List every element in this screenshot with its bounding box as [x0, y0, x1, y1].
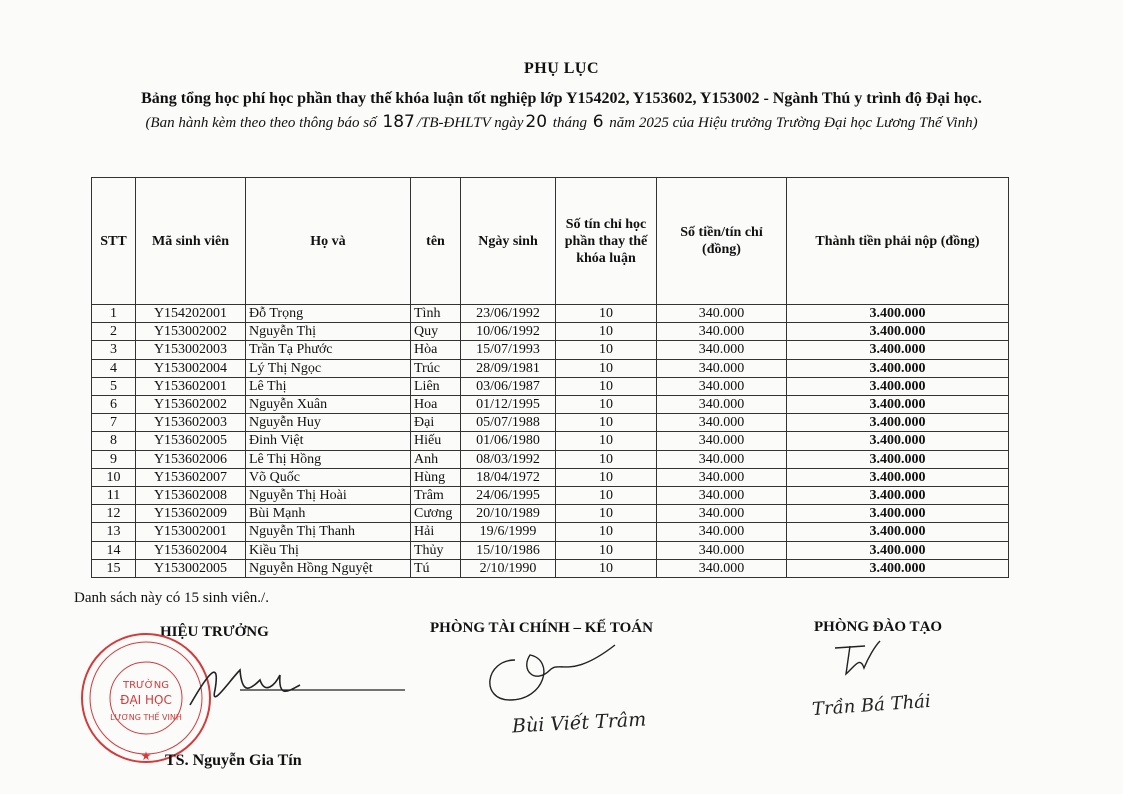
- issued-day: 20: [525, 112, 548, 132]
- cell-given-name: Đại: [411, 414, 461, 432]
- cell-surname: Nguyễn Huy: [246, 414, 411, 432]
- cell-total: 3.400.000: [787, 487, 1009, 505]
- cell-credits: 10: [556, 523, 657, 541]
- cell-total: 3.400.000: [787, 377, 1009, 395]
- table-row: [92, 305, 1009, 323]
- notice-number: 187: [382, 112, 415, 132]
- cell-dob: 01/12/1995: [461, 396, 556, 414]
- cell-stt: 13: [92, 523, 136, 541]
- cell-student-id: Y153002004: [136, 359, 246, 377]
- table-row: [92, 377, 1009, 395]
- cell-total: 3.400.000: [787, 505, 1009, 523]
- cell-fee-per-credit: 340.000: [657, 559, 787, 577]
- cell-stt: 4: [92, 359, 136, 377]
- cell-total: 3.400.000: [787, 432, 1009, 450]
- cell-given-name: Cương: [411, 505, 461, 523]
- cell-dob: 08/03/1992: [461, 450, 556, 468]
- table-row: [92, 450, 1009, 468]
- finance-handwritten-name: Bùi Viết Trâm: [511, 708, 647, 738]
- cell-given-name: Hòa: [411, 341, 461, 359]
- cell-stt: 11: [92, 487, 136, 505]
- cell-student-id: Y153002002: [136, 323, 246, 341]
- table-row: [92, 468, 1009, 486]
- col-credits: Số tín chỉ học phần thay thế khóa luận: [556, 178, 657, 305]
- cell-credits: 10: [556, 468, 657, 486]
- cell-dob: 10/06/1992: [461, 323, 556, 341]
- cell-total: 3.400.000: [787, 450, 1009, 468]
- svg-text:ĐẠI HỌC: ĐẠI HỌC: [120, 693, 172, 707]
- cell-given-name: Hải: [411, 523, 461, 541]
- cell-student-id: Y153602006: [136, 450, 246, 468]
- cell-credits: 10: [556, 432, 657, 450]
- table-row: [92, 396, 1009, 414]
- finance-signature-icon: [475, 640, 625, 710]
- cell-given-name: Quy: [411, 323, 461, 341]
- cell-credits: 10: [556, 341, 657, 359]
- student-count-note: Danh sách này có 15 sinh viên./.: [74, 590, 269, 606]
- table-header-row: [92, 178, 1009, 305]
- cell-surname: Bùi Mạnh: [246, 505, 411, 523]
- cell-fee-per-credit: 340.000: [657, 305, 787, 323]
- cell-fee-per-credit: 340.000: [657, 396, 787, 414]
- cell-dob: 01/06/1980: [461, 432, 556, 450]
- cell-fee-per-credit: 340.000: [657, 523, 787, 541]
- training-title: PHÒNG ĐÀO TẠO: [814, 619, 943, 635]
- cell-fee-per-credit: 340.000: [657, 450, 787, 468]
- cell-fee-per-credit: 340.000: [657, 487, 787, 505]
- cell-dob: 20/10/1989: [461, 505, 556, 523]
- rector-name: TS. Nguyễn Gia Tín: [165, 752, 302, 769]
- cell-fee-per-credit: 340.000: [657, 359, 787, 377]
- cell-surname: Nguyễn Xuân: [246, 396, 411, 414]
- cell-fee-per-credit: 340.000: [657, 414, 787, 432]
- issued-suffix: năm 2025 của Hiệu trưởng Trường Đại học Lương Thế Vinh): [609, 115, 978, 131]
- cell-stt: 7: [92, 414, 136, 432]
- table-row: [92, 541, 1009, 559]
- table-row: [92, 487, 1009, 505]
- cell-surname: Đinh Việt: [246, 432, 411, 450]
- cell-surname: Nguyễn Hồng Nguyệt: [246, 559, 411, 577]
- cell-surname: Lê Thị: [246, 377, 411, 395]
- cell-student-id: Y153002003: [136, 341, 246, 359]
- document-subtitle: Bảng tổng học phí học phần thay thế khóa luận tốt nghiệp lớp Y154202, Y153602, Y153002 - Ngành Thú y trình độ Đại học.: [141, 90, 982, 107]
- cell-total: 3.400.000: [787, 396, 1009, 414]
- cell-surname: Đỗ Trọng: [246, 305, 411, 323]
- cell-given-name: Trúc: [411, 359, 461, 377]
- cell-student-id: Y153602005: [136, 432, 246, 450]
- svg-text:★: ★: [140, 749, 152, 763]
- issued-line: [0, 112, 1123, 132]
- cell-dob: 03/06/1987: [461, 377, 556, 395]
- cell-surname: Nguyễn Thị Hoài: [246, 487, 411, 505]
- finance-title: PHÒNG TÀI CHÍNH – KẾ TOÁN: [430, 620, 653, 636]
- cell-dob: 05/07/1988: [461, 414, 556, 432]
- cell-credits: 10: [556, 505, 657, 523]
- cell-stt: 10: [92, 468, 136, 486]
- cell-total: 3.400.000: [787, 468, 1009, 486]
- table-row: [92, 523, 1009, 541]
- cell-student-id: Y153602008: [136, 487, 246, 505]
- cell-fee-per-credit: 340.000: [657, 341, 787, 359]
- rector-signature-icon: [180, 650, 410, 730]
- cell-stt: 14: [92, 541, 136, 559]
- cell-student-id: Y153602009: [136, 505, 246, 523]
- cell-student-id: Y153602002: [136, 396, 246, 414]
- cell-dob: 2/10/1990: [461, 559, 556, 577]
- issued-prefix: (Ban hành kèm theo theo thông báo số: [145, 115, 377, 131]
- cell-surname: Kiều Thị: [246, 541, 411, 559]
- col-fee-per-credit: Số tiền/tín chỉ (đồng): [657, 178, 787, 305]
- cell-given-name: Hoa: [411, 396, 461, 414]
- cell-student-id: Y153602001: [136, 377, 246, 395]
- issued-month: 6: [592, 112, 604, 132]
- cell-student-id: Y153602004: [136, 541, 246, 559]
- cell-dob: 18/04/1972: [461, 468, 556, 486]
- cell-dob: 15/07/1993: [461, 341, 556, 359]
- cell-given-name: Trâm: [411, 487, 461, 505]
- cell-fee-per-credit: 340.000: [657, 468, 787, 486]
- cell-stt: 12: [92, 505, 136, 523]
- table-row: [92, 559, 1009, 577]
- cell-surname: Nguyễn Thị: [246, 323, 411, 341]
- cell-given-name: Thủy: [411, 541, 461, 559]
- cell-fee-per-credit: 340.000: [657, 323, 787, 341]
- table-row: [92, 505, 1009, 523]
- cell-total: 3.400.000: [787, 323, 1009, 341]
- cell-stt: 8: [92, 432, 136, 450]
- table-row: [92, 414, 1009, 432]
- cell-given-name: Tình: [411, 305, 461, 323]
- cell-dob: 24/06/1995: [461, 487, 556, 505]
- cell-credits: 10: [556, 414, 657, 432]
- issued-mid2: tháng: [552, 115, 587, 131]
- cell-dob: 23/06/1992: [461, 305, 556, 323]
- cell-dob: 19/6/1999: [461, 523, 556, 541]
- cell-fee-per-credit: 340.000: [657, 377, 787, 395]
- cell-fee-per-credit: 340.000: [657, 505, 787, 523]
- cell-student-id: Y153002005: [136, 559, 246, 577]
- cell-surname: Trần Tạ Phước: [246, 341, 411, 359]
- training-signature-icon: [830, 636, 890, 680]
- cell-total: 3.400.000: [787, 541, 1009, 559]
- cell-dob: 28/09/1981: [461, 359, 556, 377]
- cell-stt: 9: [92, 450, 136, 468]
- cell-student-id: Y153002001: [136, 523, 246, 541]
- cell-stt: 15: [92, 559, 136, 577]
- cell-total: 3.400.000: [787, 359, 1009, 377]
- cell-given-name: Tú: [411, 559, 461, 577]
- cell-student-id: Y153602007: [136, 468, 246, 486]
- cell-credits: 10: [556, 450, 657, 468]
- cell-total: 3.400.000: [787, 305, 1009, 323]
- cell-credits: 10: [556, 359, 657, 377]
- svg-text:LƯƠNG THẾ VINH: LƯƠNG THẾ VINH: [110, 713, 182, 722]
- cell-surname: Võ Quốc: [246, 468, 411, 486]
- cell-fee-per-credit: 340.000: [657, 541, 787, 559]
- cell-dob: 15/10/1986: [461, 541, 556, 559]
- table-row: [92, 341, 1009, 359]
- cell-surname: Nguyễn Thị Thanh: [246, 523, 411, 541]
- cell-credits: 10: [556, 559, 657, 577]
- cell-total: 3.400.000: [787, 414, 1009, 432]
- col-total: Thành tiền phải nộp (đồng): [787, 178, 1009, 305]
- cell-credits: 10: [556, 323, 657, 341]
- cell-credits: 10: [556, 487, 657, 505]
- cell-credits: 10: [556, 396, 657, 414]
- col-surname: Họ và: [246, 178, 411, 305]
- cell-stt: 3: [92, 341, 136, 359]
- fee-table: [91, 177, 1009, 578]
- rector-title: HIỆU TRƯỞNG: [160, 624, 269, 640]
- cell-stt: 5: [92, 377, 136, 395]
- cell-stt: 6: [92, 396, 136, 414]
- table-row: [92, 432, 1009, 450]
- col-student-id: Mã sinh viên: [136, 178, 246, 305]
- table-row: [92, 323, 1009, 341]
- cell-given-name: Liên: [411, 377, 461, 395]
- col-dob: Ngày sinh: [461, 178, 556, 305]
- cell-stt: 1: [92, 305, 136, 323]
- cell-total: 3.400.000: [787, 341, 1009, 359]
- cell-total: 3.400.000: [787, 559, 1009, 577]
- cell-credits: 10: [556, 377, 657, 395]
- col-given-name: tên: [411, 178, 461, 305]
- cell-credits: 10: [556, 305, 657, 323]
- col-stt: STT: [92, 178, 136, 305]
- cell-given-name: Anh: [411, 450, 461, 468]
- cell-given-name: Hùng: [411, 468, 461, 486]
- page-title: PHỤ LỤC: [523, 60, 600, 77]
- cell-fee-per-credit: 340.000: [657, 432, 787, 450]
- cell-surname: Lý Thị Ngọc: [246, 359, 411, 377]
- cell-total: 3.400.000: [787, 523, 1009, 541]
- issued-mid1: /TB-ĐHLTV ngày: [416, 115, 524, 131]
- svg-text:TRƯỜNG: TRƯỜNG: [123, 680, 169, 691]
- training-handwritten-name: Trần Bá Thái: [811, 690, 932, 721]
- cell-given-name: Hiếu: [411, 432, 461, 450]
- table-row: [92, 359, 1009, 377]
- cell-student-id: Y154202001: [136, 305, 246, 323]
- cell-surname: Lê Thị Hồng: [246, 450, 411, 468]
- cell-stt: 2: [92, 323, 136, 341]
- cell-student-id: Y153602003: [136, 414, 246, 432]
- cell-credits: 10: [556, 541, 657, 559]
